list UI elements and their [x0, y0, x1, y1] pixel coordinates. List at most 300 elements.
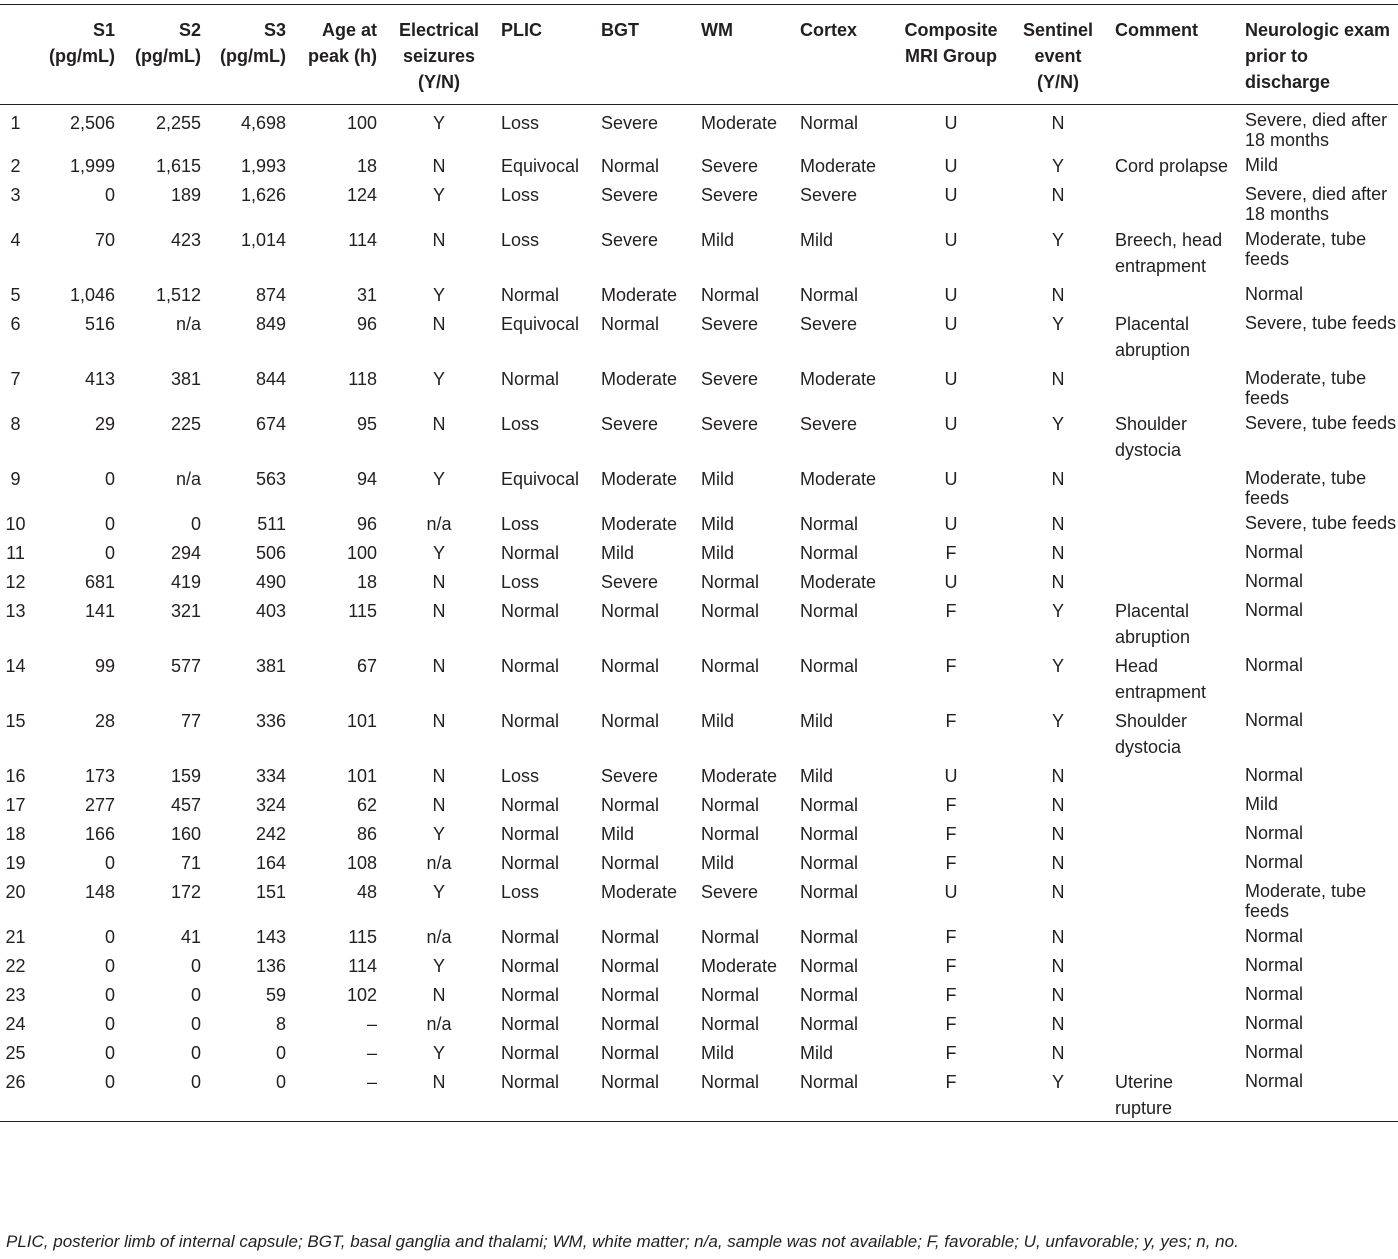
cell-sentinel-event: N: [1051, 824, 1065, 844]
cell-row-number: 12: [5, 572, 26, 592]
cell-s1-value: 141: [84, 601, 115, 621]
cell-row-number: 10: [5, 514, 26, 534]
table-row: [0, 979, 1398, 1008]
cell-bgt: Moderate: [601, 285, 678, 305]
cell-s2-value: 294: [170, 543, 201, 563]
cell-cortex: Moderate: [800, 156, 877, 176]
table-row: [0, 760, 1398, 789]
cell-electrical-seizures: Y: [432, 113, 445, 133]
cell-s3-value: 324: [255, 795, 286, 815]
cell-bgt: Normal: [601, 927, 660, 947]
cell-bgt: Normal: [601, 1014, 660, 1034]
cell-neurologic-exam: Normal: [1245, 710, 1304, 730]
column-header-plic: PLIC: [501, 20, 543, 40]
column-header-s2-value: S2 (pg/mL): [135, 20, 201, 66]
cell-cortex: Mild: [800, 1043, 834, 1063]
cell-comment: [1109, 463, 1239, 508]
cell-sentinel-event: N: [1051, 514, 1065, 534]
cell-s3-value: 164: [255, 853, 286, 873]
cell-plic: Equivocal: [501, 156, 580, 176]
column-header-bgt: BGT: [601, 20, 639, 40]
cell-s2-value: 0: [190, 985, 201, 1005]
cell-s3-value: 1,014: [240, 230, 286, 250]
cell-plic: Loss: [501, 414, 540, 434]
table-row: [0, 566, 1398, 595]
cell-cortex: Moderate: [800, 369, 877, 389]
cell-s3-value: 511: [257, 514, 286, 534]
cell-s3-value: 0: [275, 1072, 286, 1092]
cell-bgt: Moderate: [601, 514, 678, 534]
cell-comment: Placental abruption: [1115, 601, 1191, 647]
cell-electrical-seizures: N: [432, 711, 446, 731]
cell-s1-value: 277: [84, 795, 115, 815]
cell-composite-mri-group: U: [944, 514, 958, 534]
cell-s1-value: 0: [104, 956, 115, 976]
cell-electrical-seizures: Y: [432, 882, 445, 902]
cell-sentinel-event: Y: [1051, 314, 1064, 334]
cell-composite-mri-group: U: [944, 113, 958, 133]
cell-sentinel-event: N: [1051, 882, 1065, 902]
cell-neurologic-exam: Moderate, tube feeds: [1245, 881, 1367, 921]
cell-age-at-peak: 101: [346, 711, 377, 731]
cell-s3-value: 4,698: [240, 113, 286, 133]
table-row: [0, 508, 1398, 537]
cell-cortex: Normal: [800, 113, 859, 133]
table-row: [0, 363, 1398, 408]
cell-cortex: Normal: [800, 1014, 859, 1034]
cell-composite-mri-group: F: [945, 927, 957, 947]
cell-s1-value: 0: [104, 1014, 115, 1034]
cell-plic: Equivocal: [501, 469, 580, 489]
cell-row-number: 8: [10, 414, 21, 434]
cell-age-at-peak: 96: [356, 514, 377, 534]
cell-composite-mri-group: F: [945, 795, 957, 815]
cell-electrical-seizures: N: [432, 795, 446, 815]
cell-plic: Loss: [501, 572, 540, 592]
cell-plic: Normal: [501, 1043, 560, 1063]
cell-s1-value: 681: [84, 572, 115, 592]
column-header-s3-value: S3 (pg/mL): [220, 20, 286, 66]
cell-plic: Normal: [501, 656, 560, 676]
cell-s1-value: 70: [94, 230, 115, 250]
cell-neurologic-exam: Normal: [1245, 984, 1304, 1004]
cell-s1-value: 2,506: [69, 113, 115, 133]
cell-row-number: 13: [5, 601, 26, 621]
cell-sentinel-event: Y: [1051, 656, 1064, 676]
cell-sentinel-event: Y: [1051, 230, 1064, 250]
cell-s1-value: 28: [94, 711, 115, 731]
cell-cortex: Moderate: [800, 469, 877, 489]
cell-neurologic-exam: Normal: [1245, 1013, 1304, 1033]
cell-row-number: 15: [5, 711, 26, 731]
cell-s1-value: 29: [94, 414, 115, 434]
column-header-cortex: Cortex: [800, 20, 858, 40]
cell-sentinel-event: N: [1051, 1043, 1065, 1063]
cell-sentinel-event: N: [1051, 853, 1065, 873]
cell-age-at-peak: –: [366, 1072, 377, 1092]
cell-neurologic-exam: Severe, died after 18 months: [1245, 110, 1388, 150]
cell-wm: Mild: [701, 1043, 735, 1063]
cell-plic: Normal: [501, 824, 560, 844]
cell-plic: Normal: [501, 795, 560, 815]
cell-age-at-peak: 102: [346, 985, 377, 1005]
cell-s3-value: 849: [255, 314, 286, 334]
cell-sentinel-event: N: [1051, 956, 1065, 976]
cell-comment: [1109, 921, 1239, 950]
cell-age-at-peak: 108: [346, 853, 377, 873]
cell-s2-value: 321: [170, 601, 201, 621]
cell-bgt: Normal: [601, 711, 660, 731]
table-row: [0, 1066, 1398, 1122]
cell-cortex: Severe: [800, 185, 858, 205]
cell-wm: Severe: [701, 314, 759, 334]
cell-electrical-seizures: N: [432, 601, 446, 621]
cell-row-number: 17: [5, 795, 26, 815]
cell-age-at-peak: 67: [356, 656, 377, 676]
cell-plic: Normal: [501, 1072, 560, 1092]
cell-sentinel-event: Y: [1051, 156, 1064, 176]
cell-composite-mri-group: F: [945, 711, 957, 731]
cell-age-at-peak: 100: [346, 543, 377, 563]
cell-neurologic-exam: Normal: [1245, 600, 1304, 620]
cell-comment: [1109, 876, 1239, 921]
cell-age-at-peak: 86: [356, 824, 377, 844]
cell-s2-value: 0: [190, 956, 201, 976]
cell-s3-value: 1,626: [240, 185, 286, 205]
cell-s3-value: 334: [255, 766, 286, 786]
cell-cortex: Normal: [800, 285, 859, 305]
cell-bgt: Moderate: [601, 882, 678, 902]
cell-s1-value: 0: [104, 469, 115, 489]
cell-row-number: 19: [5, 853, 26, 873]
cell-neurologic-exam: Severe, tube feeds: [1245, 413, 1397, 433]
cell-composite-mri-group: F: [945, 985, 957, 1005]
cell-plic: Normal: [501, 853, 560, 873]
cell-wm: Mild: [701, 543, 735, 563]
cell-sentinel-event: N: [1051, 795, 1065, 815]
cell-composite-mri-group: U: [944, 414, 958, 434]
cell-composite-mri-group: U: [944, 882, 958, 902]
cell-comment: Cord prolapse: [1115, 156, 1229, 176]
cell-cortex: Normal: [800, 795, 859, 815]
cell-comment: Breech, head entrapment: [1115, 230, 1223, 276]
cell-sentinel-event: N: [1051, 285, 1065, 305]
cell-bgt: Normal: [601, 314, 660, 334]
cell-bgt: Normal: [601, 601, 660, 621]
cell-s2-value: 0: [190, 514, 201, 534]
cell-neurologic-exam: Normal: [1245, 823, 1304, 843]
cell-wm: Normal: [701, 285, 760, 305]
cell-comment: [1109, 789, 1239, 818]
cell-electrical-seizures: Y: [432, 1043, 445, 1063]
cell-row-number: 11: [6, 543, 25, 563]
cell-s2-value: 0: [190, 1072, 201, 1092]
cell-s1-value: 0: [104, 1072, 115, 1092]
cell-s3-value: 506: [255, 543, 286, 563]
cell-plic: Normal: [501, 956, 560, 976]
table-row: [0, 1008, 1398, 1037]
cell-age-at-peak: 114: [348, 956, 377, 976]
cell-electrical-seizures: N: [432, 1072, 446, 1092]
cell-s2-value: 225: [170, 414, 201, 434]
cell-s3-value: 844: [255, 369, 286, 389]
cell-bgt: Moderate: [601, 469, 678, 489]
cell-row-number: 9: [10, 469, 21, 489]
cell-composite-mri-group: F: [945, 1072, 957, 1092]
cell-s2-value: 189: [170, 185, 201, 205]
cell-wm: Moderate: [701, 766, 778, 786]
cell-sentinel-event: N: [1051, 543, 1065, 563]
cell-comment: [1109, 950, 1239, 979]
cell-wm: Moderate: [701, 113, 778, 133]
cell-row-number: 22: [5, 956, 26, 976]
cell-cortex: Mild: [800, 711, 834, 731]
cell-s1-value: 148: [84, 882, 115, 902]
cell-comment: [1109, 760, 1239, 789]
cell-age-at-peak: 31: [356, 285, 377, 305]
cell-cortex: Normal: [800, 927, 859, 947]
cell-s2-value: 0: [190, 1043, 201, 1063]
cell-electrical-seizures: Y: [432, 824, 445, 844]
cell-plic: Loss: [501, 185, 540, 205]
cell-row-number: 21: [5, 927, 26, 947]
cell-sentinel-event: N: [1051, 572, 1065, 592]
cell-comment: [1109, 818, 1239, 847]
cell-cortex: Moderate: [800, 572, 877, 592]
cell-s1-value: 0: [104, 927, 115, 947]
cell-s1-value: 166: [84, 824, 115, 844]
cell-s2-value: 77: [180, 711, 201, 731]
column-header-s1-value: S1 (pg/mL): [49, 20, 115, 66]
cell-s1-value: 0: [104, 185, 115, 205]
cell-neurologic-exam: Mild: [1245, 794, 1279, 814]
cell-electrical-seizures: n/a: [426, 853, 452, 873]
cell-composite-mri-group: F: [945, 824, 957, 844]
cell-electrical-seizures: N: [432, 572, 446, 592]
cell-neurologic-exam: Normal: [1245, 852, 1304, 872]
cell-electrical-seizures: Y: [432, 956, 445, 976]
column-header-row-number: [0, 5, 41, 105]
cell-age-at-peak: 115: [348, 601, 377, 621]
cell-row-number: 18: [5, 824, 26, 844]
cell-s1-value: 516: [84, 314, 115, 334]
cell-s1-value: 413: [84, 369, 115, 389]
cell-sentinel-event: N: [1051, 369, 1065, 389]
cell-cortex: Normal: [800, 1072, 859, 1092]
table-footnote: PLIC, posterior limb of internal capsule; BGT, basal ganglia and thalami; WM, white matter; n/a, sample was not available; F, favorable; U, unfavorable; y, yes; n, no.: [6, 1232, 1239, 1251]
cell-wm: Moderate: [701, 956, 778, 976]
cell-s3-value: 0: [275, 1043, 286, 1063]
cell-s3-value: 874: [255, 285, 286, 305]
cell-neurologic-exam: Normal: [1245, 765, 1304, 785]
cell-bgt: Severe: [601, 572, 659, 592]
cell-row-number: 23: [5, 985, 26, 1005]
column-header-sentinel-event: Sentinel event (Y/N): [1022, 20, 1093, 92]
cell-wm: Severe: [701, 414, 759, 434]
cell-bgt: Normal: [601, 1043, 660, 1063]
cell-sentinel-event: Y: [1051, 414, 1064, 434]
cell-electrical-seizures: Y: [432, 469, 445, 489]
cell-s2-value: 381: [170, 369, 201, 389]
cell-s2-value: 2,255: [155, 113, 201, 133]
cell-bgt: Normal: [601, 985, 660, 1005]
column-header-age-at-peak: Age at peak (h): [307, 20, 377, 66]
cell-composite-mri-group: U: [944, 572, 958, 592]
cell-neurologic-exam: Severe, died after 18 months: [1245, 184, 1388, 224]
cell-age-at-peak: 115: [348, 927, 377, 947]
cell-comment: [1109, 279, 1239, 308]
cell-s1-value: 0: [104, 853, 115, 873]
cell-sentinel-event: N: [1051, 185, 1065, 205]
cell-s1-value: 0: [104, 1043, 115, 1063]
cell-comment: [1109, 508, 1239, 537]
cell-row-number: 24: [5, 1014, 26, 1034]
cell-plic: Equivocal: [501, 314, 580, 334]
cell-neurologic-exam: Moderate, tube feeds: [1245, 229, 1367, 269]
cell-wm: Normal: [701, 601, 760, 621]
cell-neurologic-exam: Normal: [1245, 655, 1304, 675]
table-row: [0, 876, 1398, 921]
cell-age-at-peak: 124: [346, 185, 377, 205]
cell-wm: Normal: [701, 795, 760, 815]
cell-composite-mri-group: U: [944, 185, 958, 205]
cell-cortex: Normal: [800, 543, 859, 563]
cell-row-number: 6: [10, 314, 21, 334]
table-row: [0, 1037, 1398, 1066]
cell-bgt: Normal: [601, 795, 660, 815]
cell-composite-mri-group: F: [945, 543, 957, 563]
table-row: [0, 818, 1398, 847]
table-row: [0, 150, 1398, 179]
cell-electrical-seizures: Y: [432, 285, 445, 305]
cell-wm: Normal: [701, 824, 760, 844]
cell-wm: Severe: [701, 185, 759, 205]
cell-sentinel-event: Y: [1051, 1072, 1064, 1092]
cell-comment: [1109, 105, 1239, 151]
cell-s1-value: 1,046: [69, 285, 115, 305]
table-row: [0, 595, 1398, 650]
cell-wm: Normal: [701, 927, 760, 947]
cell-electrical-seizures: N: [432, 156, 446, 176]
cell-s2-value: 1,615: [155, 156, 201, 176]
cell-neurologic-exam: Moderate, tube feeds: [1245, 468, 1367, 508]
cell-cortex: Normal: [800, 601, 859, 621]
cell-sentinel-event: N: [1051, 113, 1065, 133]
cell-row-number: 3: [10, 185, 21, 205]
cell-cortex: Mild: [800, 230, 834, 250]
cell-cortex: Normal: [800, 956, 859, 976]
cell-electrical-seizures: Y: [432, 369, 445, 389]
cell-row-number: 4: [10, 230, 21, 250]
table-row: [0, 921, 1398, 950]
cell-bgt: Severe: [601, 185, 659, 205]
column-header-neurologic-exam: Neurologic exam prior to discharge: [1245, 20, 1391, 92]
cell-neurologic-exam: Normal: [1245, 542, 1304, 562]
cell-sentinel-event: N: [1051, 985, 1065, 1005]
cell-cortex: Severe: [800, 414, 858, 434]
cell-wm: Mild: [701, 469, 735, 489]
cell-s2-value: 423: [170, 230, 201, 250]
table-row: [0, 463, 1398, 508]
cell-wm: Normal: [701, 985, 760, 1005]
cell-neurologic-exam: Normal: [1245, 926, 1304, 946]
cell-electrical-seizures: Y: [432, 543, 445, 563]
cell-s1-value: 173: [84, 766, 115, 786]
cell-plic: Loss: [501, 113, 540, 133]
cell-wm: Mild: [701, 853, 735, 873]
cell-plic: Normal: [501, 985, 560, 1005]
cell-s3-value: 136: [255, 956, 286, 976]
cell-s3-value: 563: [255, 469, 286, 489]
cell-comment: [1109, 847, 1239, 876]
cell-age-at-peak: 18: [356, 572, 377, 592]
cell-age-at-peak: –: [366, 1043, 377, 1063]
cell-composite-mri-group: U: [944, 156, 958, 176]
cell-s2-value: 160: [170, 824, 201, 844]
data-table: [0, 4, 1398, 1122]
cell-plic: Loss: [501, 766, 540, 786]
table-row: [0, 224, 1398, 279]
cell-sentinel-event: N: [1051, 1014, 1065, 1034]
cell-wm: Normal: [701, 1072, 760, 1092]
cell-s3-value: 8: [275, 1014, 286, 1034]
cell-s2-value: 0: [190, 1014, 201, 1034]
cell-composite-mri-group: F: [945, 1043, 957, 1063]
cell-s3-value: 674: [255, 414, 286, 434]
cell-wm: Mild: [701, 230, 735, 250]
cell-bgt: Normal: [601, 656, 660, 676]
cell-plic: Normal: [501, 543, 560, 563]
cell-comment: Placental abruption: [1115, 314, 1191, 360]
cell-row-number: 7: [10, 369, 21, 389]
cell-s2-value: 172: [170, 882, 201, 902]
cell-neurologic-exam: Normal: [1245, 284, 1304, 304]
cell-row-number: 25: [5, 1043, 26, 1063]
cell-composite-mri-group: U: [944, 285, 958, 305]
cell-sentinel-event: N: [1051, 469, 1065, 489]
cell-s3-value: 59: [265, 985, 286, 1005]
cell-age-at-peak: 62: [356, 795, 377, 815]
cell-electrical-seizures: N: [432, 656, 446, 676]
cell-bgt: Severe: [601, 113, 659, 133]
table-row: [0, 279, 1398, 308]
cell-age-at-peak: 100: [346, 113, 377, 133]
cell-s3-value: 143: [255, 927, 286, 947]
cell-electrical-seizures: Y: [432, 185, 445, 205]
cell-wm: Severe: [701, 156, 759, 176]
cell-bgt: Mild: [601, 824, 635, 844]
cell-bgt: Moderate: [601, 369, 678, 389]
cell-bgt: Normal: [601, 156, 660, 176]
cell-neurologic-exam: Severe, tube feeds: [1245, 313, 1397, 333]
cell-plic: Normal: [501, 285, 560, 305]
cell-bgt: Severe: [601, 230, 659, 250]
table-header: [0, 5, 1398, 105]
cell-neurologic-exam: Mild: [1245, 155, 1279, 175]
cell-composite-mri-group: U: [944, 314, 958, 334]
cell-wm: Mild: [701, 514, 735, 534]
cell-bgt: Normal: [601, 1072, 660, 1092]
cell-age-at-peak: –: [366, 1014, 377, 1034]
cell-neurologic-exam: Moderate, tube feeds: [1245, 368, 1367, 408]
cell-s2-value: 419: [170, 572, 201, 592]
cell-comment: [1109, 537, 1239, 566]
table-row: [0, 537, 1398, 566]
header-row: [0, 5, 1398, 105]
table-row: [0, 105, 1398, 151]
cell-comment: [1109, 566, 1239, 595]
table-row: [0, 950, 1398, 979]
